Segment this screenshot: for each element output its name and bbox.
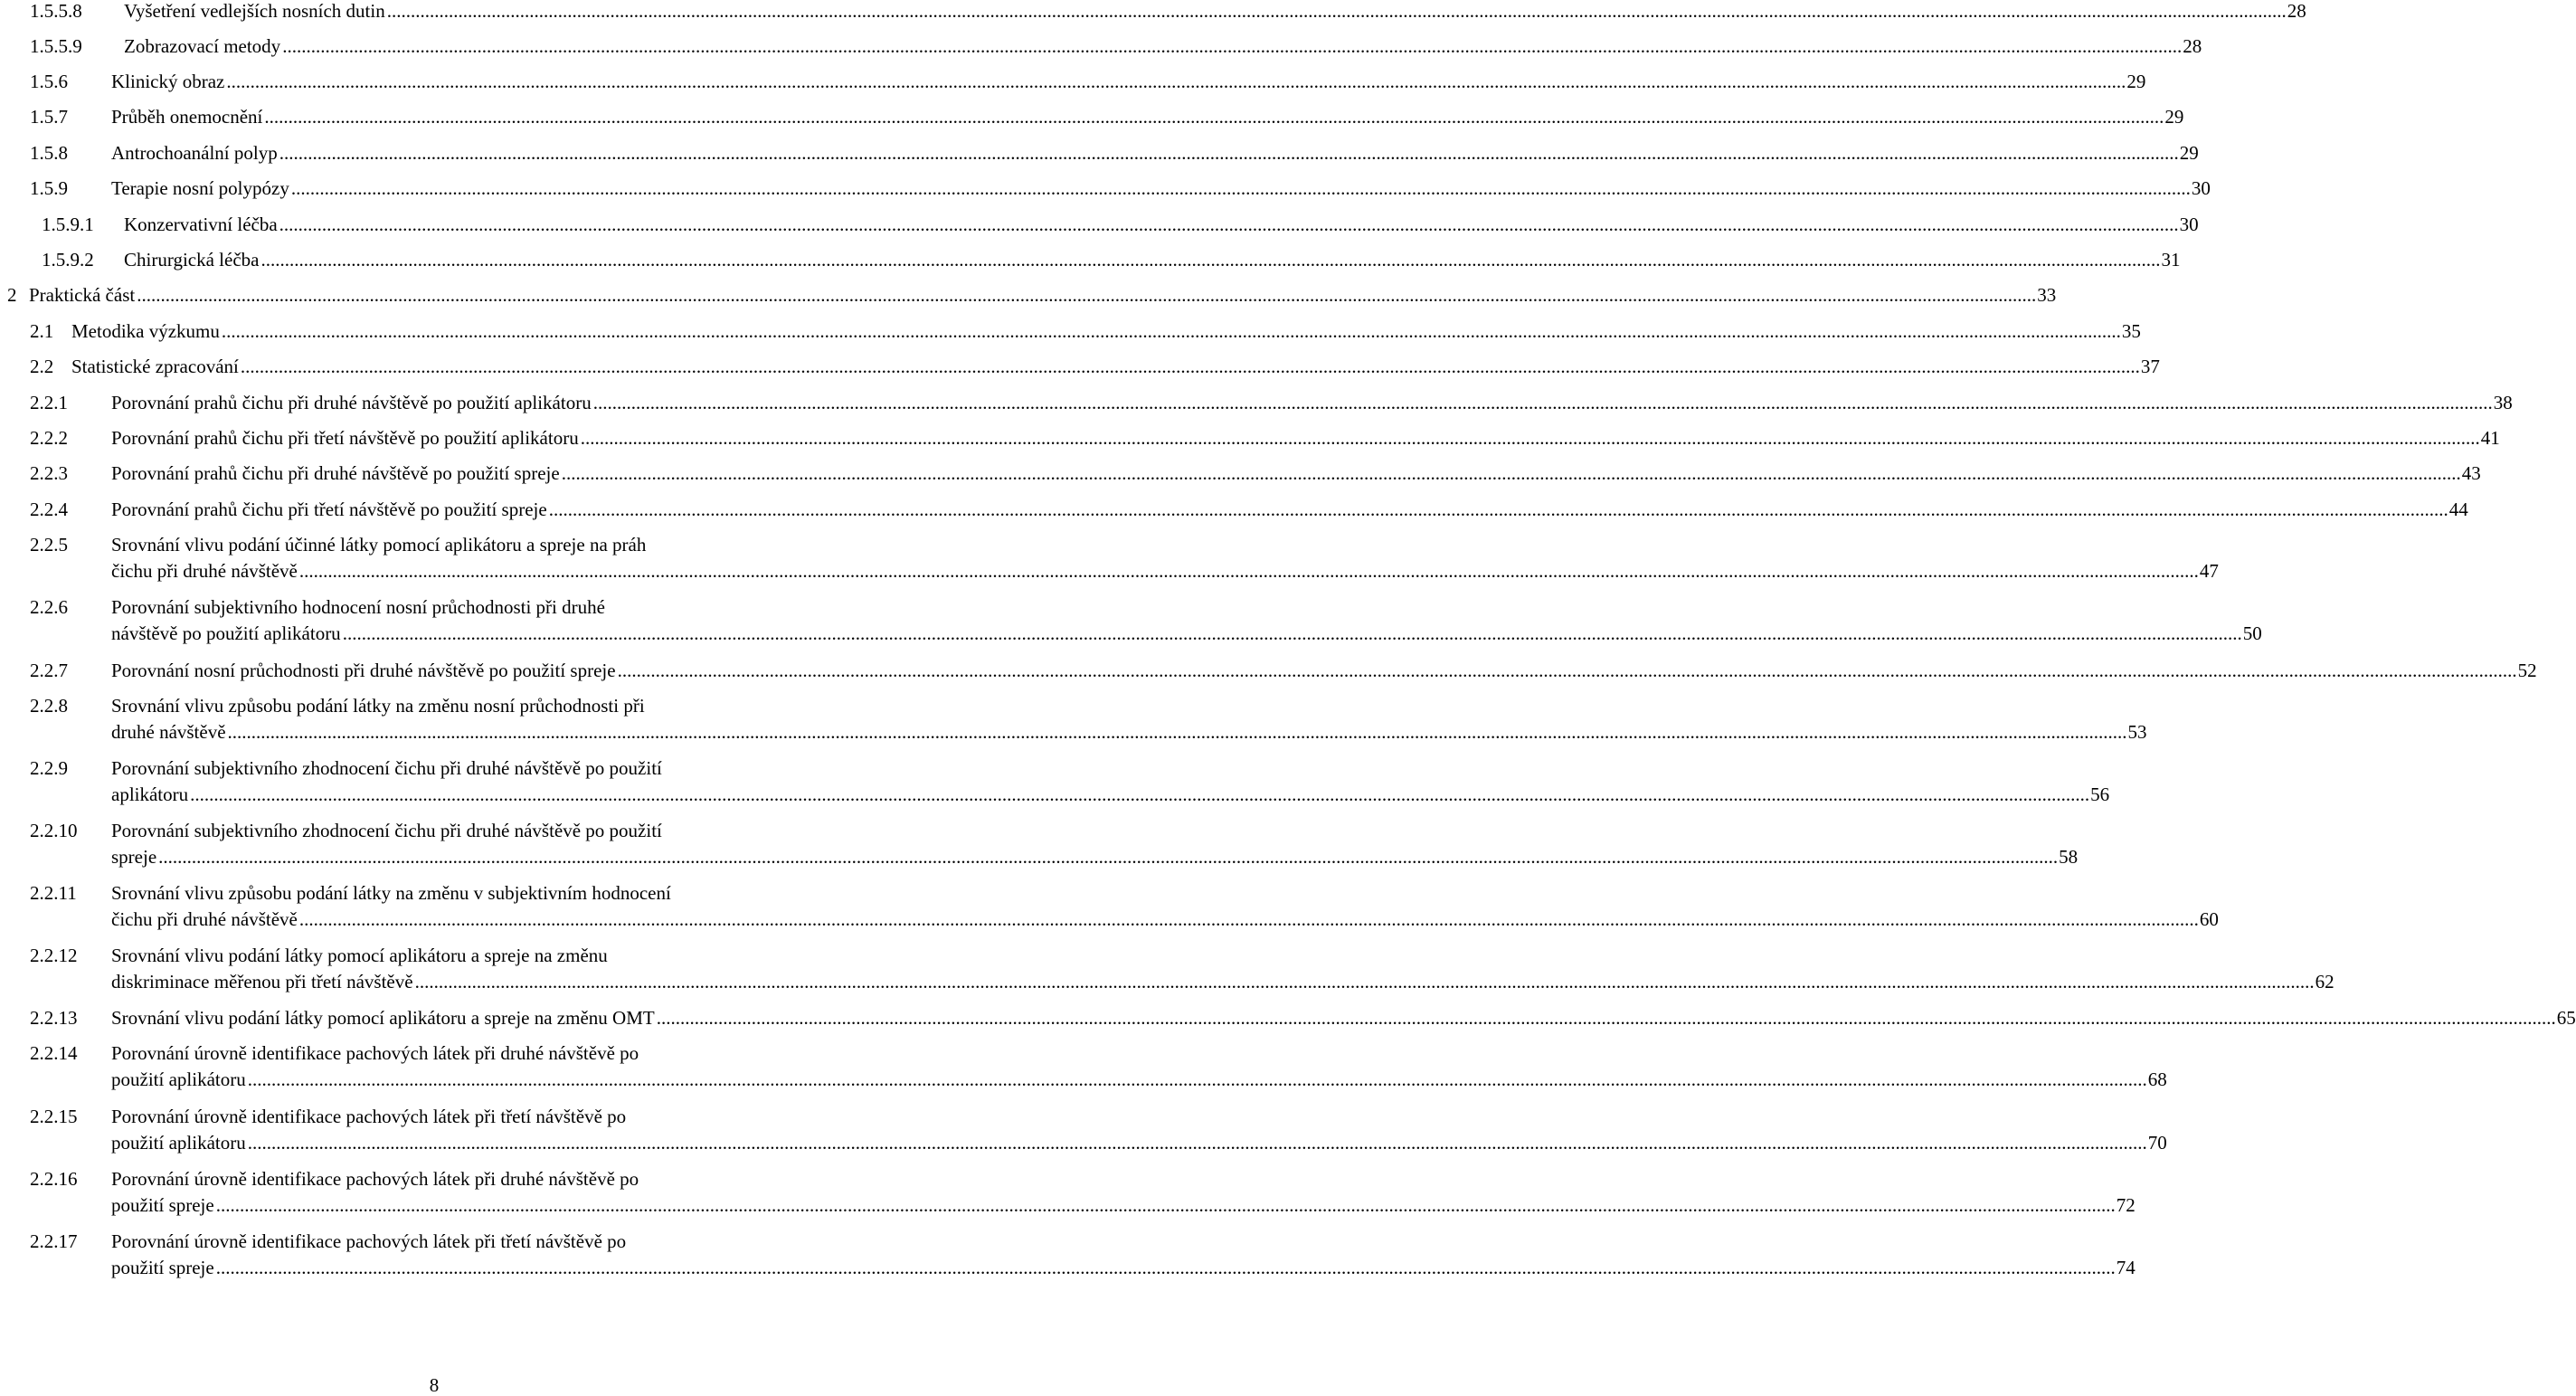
dot-leader: ................................................................................................................................................................................................................................................................................................................................................................................................................ (226, 71, 2126, 92)
toc-entry-number: 2 (7, 284, 17, 306)
toc-entry-number: 2.2.12 (30, 945, 78, 966)
dot-leader: ................................................................................................................................................................................................................................................................................................................................................................................................................ (548, 499, 2448, 520)
toc-entry-page: 43 (2461, 462, 2481, 484)
toc-entry-title: Porovnání prahů čichu při druhé návštěvě po použití spreje (111, 462, 560, 484)
dot-leader: ................................................................................................................................................................................................................................................................................................................................................................................................................ (190, 783, 2090, 805)
toc-entry-page: 29 (2164, 106, 2184, 128)
dot-leader: ................................................................................................................................................................................................................................................................................................................................................................................................................ (215, 1257, 2116, 1278)
toc-entry-number: 2.2.5 (30, 534, 68, 556)
dot-leader: ................................................................................................................................................................................................................................................................................................................................................................................................................ (298, 560, 2199, 582)
toc-entry-number: 2.2.4 (30, 499, 68, 520)
toc-entry-page: 31 (2161, 249, 2181, 271)
toc-entry-number: 2.2.7 (30, 660, 68, 681)
toc-entry-page: 30 (2191, 177, 2211, 199)
toc-entry-page: 53 (2127, 721, 2147, 743)
toc-entry-title: Průběh onemocnění (111, 106, 263, 128)
toc-entry-page: 47 (2199, 560, 2219, 582)
toc-entry-title-line: Srovnání vlivu způsobu podání látky na změnu v subjektivním hodnocení (111, 882, 671, 904)
toc-entry-title: použití aplikátoru (111, 1068, 246, 1090)
toc-entry-number: 2.2.10 (30, 820, 78, 841)
dot-leader: ................................................................................................................................................................................................................................................................................................................................................................................................................ (279, 214, 2179, 235)
toc-entry-title-line: Porovnání subjektivního zhodnocení čichu při druhé návštěvě po použití (111, 820, 662, 841)
toc-entry-title: Praktická část (29, 284, 136, 306)
toc-entry-title: použití spreje (111, 1194, 214, 1216)
toc-entry-page: 30 (2179, 214, 2199, 235)
toc-entry-number: 2.2.8 (30, 695, 68, 717)
toc-entry-title: čichu při druhé návštěvě (111, 908, 298, 930)
toc-entry-title: Klinický obraz (111, 71, 225, 92)
toc-entry-number: 2.2.3 (30, 462, 68, 484)
toc-entry-page: 65 (2556, 1007, 2576, 1029)
toc-entry-number: 2.2.17 (30, 1230, 78, 1252)
toc-entry-title: Porovnání prahů čichu při třetí návštěvě po použití aplikátoru (111, 427, 579, 449)
toc-entry-page: 35 (2121, 320, 2141, 342)
toc-entry-title-line: Porovnání úrovně identifikace pachových látek při třetí návštěvě po (111, 1230, 627, 1252)
toc-entry-page: 72 (2116, 1194, 2136, 1216)
toc-entry-page: 74 (2116, 1257, 2136, 1278)
toc-entry-title: použití spreje (111, 1257, 214, 1278)
toc-entry-number: 1.5.9.1 (42, 214, 94, 235)
toc-entry-number: 2.1 (30, 320, 54, 342)
toc-entry-title: Konzervativní léčba (124, 214, 278, 235)
toc-entry-page: 41 (2480, 427, 2500, 449)
toc-entry-number: 2.2.1 (30, 392, 68, 413)
toc-entry-title-line: Srovnání vlivu podání účinné látky pomocí aplikátoru a spreje na práh (111, 534, 647, 556)
dot-leader: ................................................................................................................................................................................................................................................................................................................................................................................................................ (247, 1132, 2147, 1154)
toc-entry-title: návštěvě po použití aplikátoru (111, 622, 341, 644)
toc-entry-number: 2.2.16 (30, 1168, 78, 1190)
toc-entry-page: 50 (2242, 622, 2262, 644)
toc-entry-title-line: Porovnání subjektivního zhodnocení čichu při druhé návštěvě po použití (111, 757, 662, 779)
dot-leader: ................................................................................................................................................................................................................................................................................................................................................................................................................ (247, 1068, 2147, 1090)
dot-leader: ................................................................................................................................................................................................................................................................................................................................................................................................................ (342, 622, 2242, 644)
toc-entry-page: 56 (2090, 783, 2110, 805)
toc-entry-title-line: Porovnání subjektivního hodnocení nosní průchodnosti při druhé (111, 596, 605, 618)
toc-entry-title: aplikátoru (111, 783, 189, 805)
toc-entry-title: diskriminace měřenou při třetí návštěvě (111, 971, 413, 992)
toc-entry-number: 1.5.5.9 (30, 35, 82, 57)
toc-entry-title: Srovnání vlivu podání látky pomocí aplikátoru a spreje na změnu OMT (111, 1007, 655, 1029)
dot-leader: ................................................................................................................................................................................................................................................................................................................................................................................................................ (656, 1007, 2556, 1029)
toc-entry-title: Zobrazovací metody (124, 35, 281, 57)
toc-entry-number: 2.2.13 (30, 1007, 78, 1029)
toc-entry-page: 29 (2179, 142, 2199, 164)
toc-entry-number: 1.5.7 (30, 106, 68, 128)
toc-entry-number: 2.2.2 (30, 427, 68, 449)
toc-entry-page: 58 (2059, 846, 2079, 868)
toc-entry-title-line: Srovnání vlivu podání látky pomocí aplikátoru a spreje na změnu (111, 945, 608, 966)
toc-entry-page: 33 (2037, 284, 2057, 306)
toc-entry-number: 2.2.9 (30, 757, 68, 779)
toc-entry-number: 2.2.6 (30, 596, 68, 618)
dot-leader: ................................................................................................................................................................................................................................................................................................................................................................................................................ (158, 846, 2059, 868)
dot-leader: ................................................................................................................................................................................................................................................................................................................................................................................................................ (386, 0, 2287, 22)
toc-entry-page: 29 (2126, 71, 2146, 92)
dot-leader: ................................................................................................................................................................................................................................................................................................................................................................................................................ (592, 392, 2493, 413)
toc-entry-number: 1.5.6 (30, 71, 68, 92)
toc-entry-page: 37 (2140, 356, 2160, 377)
dot-leader: ................................................................................................................................................................................................................................................................................................................................................................................................................ (279, 142, 2179, 164)
toc-entry-title: Antrochoanální polyp (111, 142, 278, 164)
toc-entry-number: 1.5.9 (30, 177, 68, 199)
toc-entry-title-line: Srovnání vlivu způsobu podání látky na změnu nosní průchodnosti při (111, 695, 645, 717)
toc-entry-number: 1.5.9.2 (42, 249, 94, 271)
toc-entry-title: Porovnání nosní průchodnosti při druhé návštěvě po použití spreje (111, 660, 616, 681)
toc-entry-number: 2.2.11 (30, 882, 77, 904)
dot-leader: ................................................................................................................................................................................................................................................................................................................................................................................................................ (215, 1194, 2116, 1216)
dot-leader: ................................................................................................................................................................................................................................................................................................................................................................................................................ (298, 908, 2199, 930)
toc-entry-page: 70 (2147, 1132, 2167, 1154)
dot-leader: ................................................................................................................................................................................................................................................................................................................................................................................................................ (240, 356, 2140, 377)
toc-entry-page: 38 (2493, 392, 2513, 413)
toc-entry-page: 62 (2315, 971, 2334, 992)
dot-leader: ................................................................................................................................................................................................................................................................................................................................................................................................................ (282, 35, 2183, 57)
toc-entry-title: spreje (111, 846, 157, 868)
toc-entry-title: Terapie nosní polypózy (111, 177, 289, 199)
toc-entry-title: Porovnání prahů čichu při třetí návštěvě po použití spreje (111, 499, 547, 520)
toc-entry-page: 60 (2199, 908, 2219, 930)
toc-entry-page: 52 (2517, 660, 2537, 681)
dot-leader: ................................................................................................................................................................................................................................................................................................................................................................................................................ (580, 427, 2480, 449)
toc-entry-title: Statistické zpracování (71, 356, 239, 377)
toc-entry-title: čichu při druhé návštěvě (111, 560, 298, 582)
toc-entry-title-line: Porovnání úrovně identifikace pachových látek při druhé návštěvě po (111, 1168, 639, 1190)
toc-entry-title: druhé návštěvě (111, 721, 226, 743)
dot-leader: ................................................................................................................................................................................................................................................................................................................................................................................................................ (290, 177, 2191, 199)
dot-leader: ................................................................................................................................................................................................................................................................................................................................................................................................................ (260, 249, 2161, 271)
toc-entry-title-line: Porovnání úrovně identifikace pachových látek při třetí návštěvě po (111, 1106, 627, 1127)
dot-leader: ................................................................................................................................................................................................................................................................................................................................................................................................................ (617, 660, 2517, 681)
dot-leader: ................................................................................................................................................................................................................................................................................................................................................................................................................ (264, 106, 2164, 128)
page-number: 8 (429, 1374, 440, 1396)
toc-entry-title-line: Porovnání úrovně identifikace pachových látek při druhé návštěvě po (111, 1042, 639, 1064)
dot-leader: ................................................................................................................................................................................................................................................................................................................................................................................................................ (414, 971, 2315, 992)
toc-entry-title: Chirurgická léčba (124, 249, 260, 271)
dot-leader: ................................................................................................................................................................................................................................................................................................................................................................................................................ (137, 284, 2037, 306)
toc-entry-number: 1.5.5.8 (30, 0, 82, 22)
toc-entry-page: 44 (2448, 499, 2468, 520)
dot-leader: ................................................................................................................................................................................................................................................................................................................................................................................................................ (561, 462, 2461, 484)
dot-leader: ................................................................................................................................................................................................................................................................................................................................................................................................................ (221, 320, 2121, 342)
toc-entry-title: Metodika výzkumu (71, 320, 220, 342)
toc-entry-title: Vyšetření vedlejších nosních dutin (124, 0, 385, 22)
toc-entry-page: 68 (2147, 1068, 2167, 1090)
toc-entry-number: 2.2.15 (30, 1106, 78, 1127)
toc-entry-number: 2.2.14 (30, 1042, 78, 1064)
toc-entry-title: Porovnání prahů čichu při druhé návštěvě po použití aplikátoru (111, 392, 592, 413)
toc-entry-number: 2.2 (30, 356, 54, 377)
toc-entry-number: 1.5.8 (30, 142, 68, 164)
toc-entry-title: použití aplikátoru (111, 1132, 246, 1154)
toc-entry-page: 28 (2183, 35, 2202, 57)
toc-entry-page: 28 (2287, 0, 2306, 22)
dot-leader: ................................................................................................................................................................................................................................................................................................................................................................................................................ (227, 721, 2127, 743)
